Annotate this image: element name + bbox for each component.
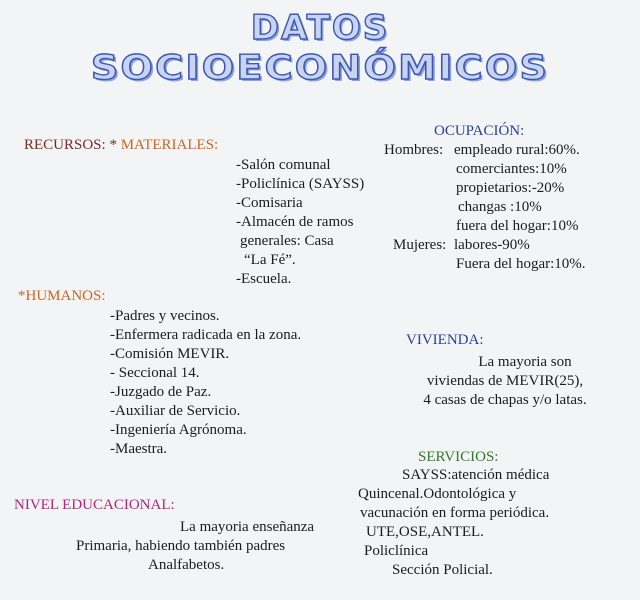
recursos-label: RECURSOS: * xyxy=(24,137,117,153)
servicios-heading: SERVICIOS: xyxy=(418,449,499,465)
list-item: -Auxiliar de Servicio. xyxy=(110,403,241,419)
mujeres-label: Mujeres: xyxy=(393,237,447,253)
materiales-label: MATERIALES: xyxy=(120,137,219,153)
nivel-text xyxy=(76,518,314,575)
list-item: -Maestra. xyxy=(110,441,168,457)
vivienda-heading: VIVIENDA: xyxy=(406,332,484,348)
hombres-label: Hombres: xyxy=(384,142,444,158)
text-line: Sección Policial. xyxy=(392,562,493,578)
list-item: -Ingeniería Agrónoma. xyxy=(110,422,247,438)
recursos-heading xyxy=(24,136,218,155)
hombres-list xyxy=(454,141,580,236)
text-line: Quincenal.Odontológica y xyxy=(358,486,517,502)
list-item: empleado rural:60%. xyxy=(454,142,580,158)
list-item: -Salón comunal xyxy=(236,157,331,173)
text-line: 4 casas de chapas y/o latas. xyxy=(423,392,587,408)
list-item: -Juzgado de Paz. xyxy=(110,384,212,400)
list-item: -Escuela. xyxy=(236,271,292,287)
title-line-1: DATOS xyxy=(250,8,390,48)
list-item: -Almacén de ramos xyxy=(236,214,354,230)
list-item: comerciantes:10% xyxy=(456,161,567,177)
text-line: La mayoria enseñanza xyxy=(180,519,315,535)
list-item: generales: Casa xyxy=(240,233,334,249)
text-line: vacunación en forma periódica. xyxy=(360,505,550,521)
title-line-2: SOCIOECONÓMICOS xyxy=(90,48,550,88)
mujeres-list xyxy=(454,236,586,274)
text-line: Analfabetos. xyxy=(148,557,225,573)
materiales-list xyxy=(236,156,364,289)
list-item: propietarios:-20% xyxy=(456,180,565,196)
list-item: -Padres y vecinos. xyxy=(110,308,220,324)
vivienda-text xyxy=(405,353,605,410)
list-item: -Comisión MEVIR. xyxy=(110,346,230,362)
servicios-text xyxy=(358,466,549,580)
list-item: changas :10% xyxy=(458,199,542,215)
text-line: Policlínica xyxy=(364,543,429,559)
list-item: labores-90% xyxy=(454,237,530,253)
list-item: -Enfermera radicada en la zona. xyxy=(110,327,302,343)
list-item: -Policlínica (SAYSS) xyxy=(236,176,365,192)
text-line: Primaria, habiendo también padres xyxy=(76,538,286,554)
humanos-list xyxy=(110,307,301,459)
text-line: SAYSS:atención médica xyxy=(402,467,550,483)
list-item: Fuera del hogar:10%. xyxy=(456,256,586,272)
list-item: “La Fé”. xyxy=(244,252,296,268)
list-item: - Seccional 14. xyxy=(110,365,200,381)
humanos-label: *HUMANOS: xyxy=(18,288,106,304)
list-item: fuera del hogar:10% xyxy=(456,218,579,234)
text-line: viviendas de MEVIR(25), xyxy=(426,373,584,389)
list-item: -Comisaria xyxy=(236,195,303,211)
nivel-heading: NIVEL EDUCACIONAL: xyxy=(14,497,175,513)
ocupacion-heading: OCUPACIÓN: xyxy=(434,123,525,139)
text-line: UTE,OSE,ANTEL. xyxy=(366,524,484,540)
text-line: La mayoria son xyxy=(478,354,572,370)
